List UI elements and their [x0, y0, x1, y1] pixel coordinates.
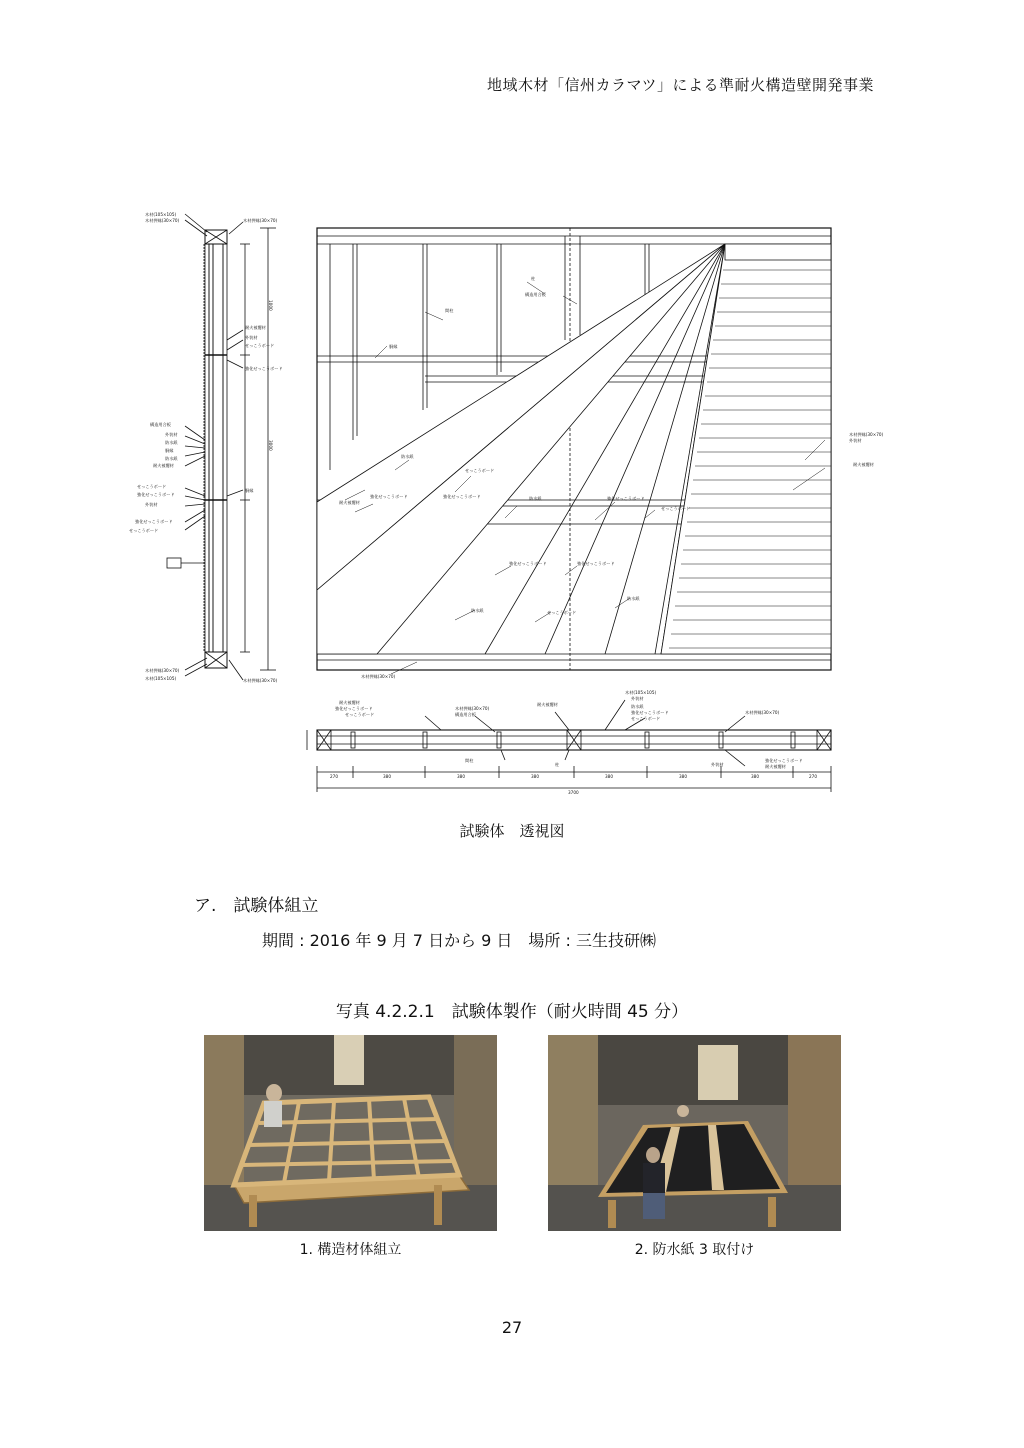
svg-text:380: 380: [679, 774, 687, 779]
svg-text:防水紙: 防水紙: [165, 456, 178, 461]
svg-text:せっこうボード: せっこうボード: [137, 484, 167, 489]
side-section-labels: [129, 211, 283, 684]
section-heading: ア. 試験体組立: [194, 896, 319, 916]
svg-text:強化せっこうボード: 強化せっこうボード: [245, 366, 283, 371]
svg-text:木材(105×105): 木材(105×105): [145, 676, 177, 681]
svg-text:380: 380: [751, 774, 759, 779]
running-header: 地域木材「信州カラマツ」による準耐火構造壁開発事業: [486, 76, 874, 94]
svg-text:強化せっこうボード: 強化せっこうボード: [135, 519, 173, 524]
technical-drawing: [125, 200, 895, 800]
svg-text:せっこうボード: せっこうボード: [345, 712, 375, 717]
svg-text:強化せっこうボード: 強化せっこうボード: [443, 494, 481, 499]
svg-text:木材押縁(30×70): 木材押縁(30×70): [145, 668, 180, 673]
svg-text:耐火被覆材: 耐火被覆材: [765, 764, 786, 769]
svg-text:胴縁: 胴縁: [389, 344, 398, 349]
svg-text:3000: 3000: [268, 440, 273, 451]
svg-text:380: 380: [383, 774, 391, 779]
svg-text:380: 380: [531, 774, 539, 779]
svg-text:外装材: 外装材: [849, 438, 862, 443]
svg-text:270: 270: [330, 774, 338, 779]
svg-text:防水紙: 防水紙: [529, 496, 542, 501]
svg-text:強化せっこうボード: 強化せっこうボード: [765, 758, 803, 763]
svg-text:270: 270: [809, 774, 817, 779]
side-section-view: [167, 214, 276, 680]
svg-text:せっこうボード: せっこうボード: [547, 610, 577, 615]
svg-text:防水紙: 防水紙: [631, 704, 644, 709]
photo-frame-assembly: [204, 1035, 497, 1231]
photo-caption-1: 1. 構造材体組立: [299, 1242, 402, 1258]
svg-text:せっこうボード: せっこうボード: [631, 716, 661, 721]
svg-text:防水紙: 防水紙: [627, 596, 640, 601]
svg-text:外装材: 外装材: [631, 696, 644, 701]
svg-text:強化せっこうボード: 強化せっこうボード: [509, 561, 547, 566]
svg-text:胴縁: 胴縁: [245, 488, 254, 493]
svg-text:柱: 柱: [555, 762, 560, 767]
page-number: 27: [501, 1318, 523, 1337]
svg-text:間柱: 間柱: [445, 308, 454, 313]
svg-text:耐火被覆材: 耐火被覆材: [153, 463, 174, 468]
svg-text:外装材: 外装材: [145, 502, 158, 507]
svg-text:1000: 1000: [268, 300, 273, 311]
svg-text:木材押縁(30×70): 木材押縁(30×70): [243, 678, 278, 683]
svg-text:木材押縁(30×70): 木材押縁(30×70): [455, 706, 490, 711]
svg-text:柱: 柱: [531, 276, 536, 281]
plan-labels: [330, 689, 817, 795]
svg-text:外装材: 外装材: [245, 335, 258, 340]
svg-text:強化せっこうボード: 強化せっこうボード: [370, 494, 408, 499]
svg-text:構造用合板: 構造用合板: [525, 292, 546, 297]
svg-text:防水紙: 防水紙: [401, 454, 414, 459]
svg-text:木材押縁(30×70): 木材押縁(30×70): [849, 432, 884, 437]
svg-text:構造用合板: 構造用合板: [150, 422, 171, 427]
perspective-view: [317, 228, 831, 670]
svg-text:構造用合板: 構造用合板: [455, 712, 476, 717]
photo-waterproof-paper: [548, 1035, 841, 1231]
svg-text:強化せっこうボード: 強化せっこうボード: [631, 710, 669, 715]
svg-text:せっこうボード: せっこうボード: [465, 468, 495, 473]
svg-text:木材押縁(30×70): 木材押縁(30×70): [145, 218, 180, 223]
svg-text:防水紙: 防水紙: [165, 440, 178, 445]
svg-text:防水紙: 防水紙: [471, 608, 484, 613]
svg-text:木材(105×105): 木材(105×105): [625, 690, 657, 695]
svg-text:3700: 3700: [568, 790, 579, 795]
svg-text:強化せっこうボード: 強化せっこうボード: [577, 561, 615, 566]
svg-text:木材押縁(30×70): 木材押縁(30×70): [361, 674, 396, 679]
svg-text:380: 380: [605, 774, 613, 779]
svg-text:胴縁: 胴縁: [165, 448, 174, 453]
photo-group-title: 写真 4.2.2.1 試験体製作（耐火時間 45 分）: [335, 1002, 689, 1022]
svg-text:外装材: 外装材: [711, 762, 724, 767]
svg-text:耐火被覆材: 耐火被覆材: [853, 462, 874, 467]
period-location-text: 期間 : 2016 年 9 月 7 日から 9 日 場所 : 三生技研㈱: [262, 931, 656, 950]
svg-text:外装材: 外装材: [165, 432, 178, 437]
svg-text:せっこうボード: せっこうボード: [661, 506, 691, 511]
photo-caption-2: 2. 防水紙 3 取付け: [634, 1242, 755, 1258]
svg-text:せっこうボード: せっこうボード: [129, 528, 159, 533]
svg-text:380: 380: [457, 774, 465, 779]
svg-text:強化せっこうボード: 強化せっこうボード: [137, 492, 175, 497]
svg-text:耐火被覆材: 耐火被覆材: [537, 702, 558, 707]
svg-text:間柱: 間柱: [465, 758, 474, 763]
svg-text:耐火被覆材: 耐火被覆材: [245, 325, 266, 330]
svg-text:強化せっこうボード: 強化せっこうボード: [607, 496, 645, 501]
svg-text:木材押縁(30×70): 木材押縁(30×70): [745, 710, 780, 715]
svg-text:耐火被覆材: 耐火被覆材: [339, 500, 360, 505]
svg-text:木材(105×105): 木材(105×105): [145, 212, 177, 217]
svg-text:耐火被覆材: 耐火被覆材: [339, 700, 360, 705]
svg-text:せっこうボード: せっこうボード: [245, 343, 275, 348]
figure-caption: 試験体 透視図: [459, 822, 565, 840]
svg-text:木材押縁(30×70): 木材押縁(30×70): [243, 218, 278, 223]
svg-text:強化せっこうボード: 強化せっこうボード: [335, 706, 373, 711]
